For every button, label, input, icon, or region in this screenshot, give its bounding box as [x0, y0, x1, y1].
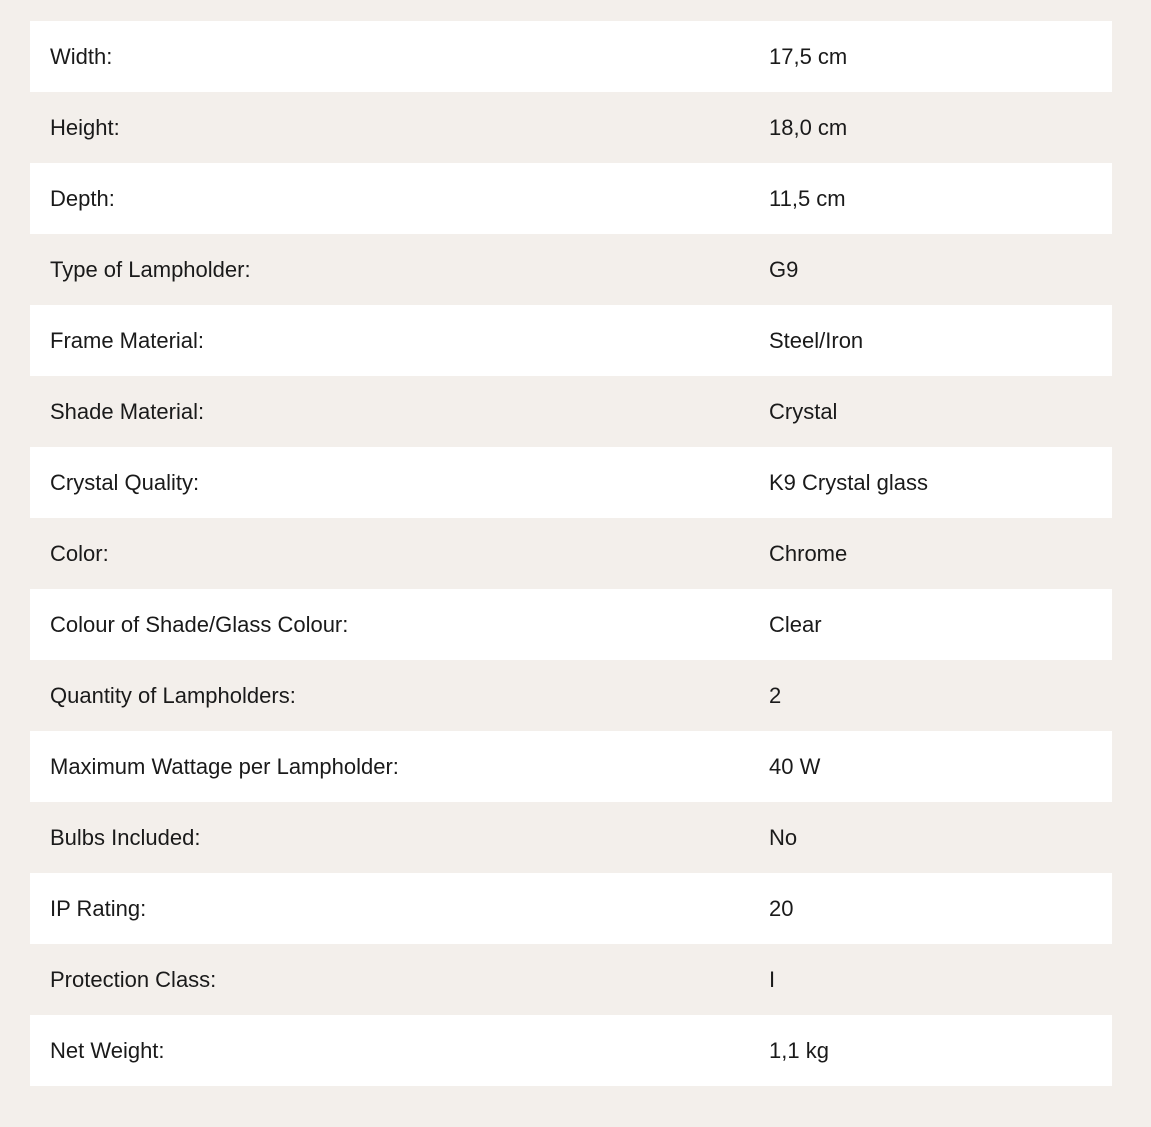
spec-label: Height:: [50, 114, 120, 140]
spec-label: Frame Material:: [50, 327, 205, 353]
spec-value: 17,5 cm: [769, 43, 848, 69]
spec-value: 11,5 cm: [769, 185, 846, 211]
spec-value: Chrome: [769, 540, 848, 566]
spec-row: [30, 518, 1112, 589]
spec-label: Shade Material:: [50, 398, 205, 424]
spec-value: K9 Crystal glass: [769, 469, 928, 495]
spec-row: [30, 163, 1112, 234]
spec-label: Colour of Shade/Glass Colour:: [50, 611, 349, 637]
spec-value: 18,0 cm: [769, 114, 848, 140]
spec-row: [30, 873, 1112, 944]
spec-row: [30, 234, 1112, 305]
spec-row: [30, 376, 1112, 447]
spec-value: 1,1 kg: [769, 1037, 829, 1063]
spec-value: Clear: [769, 611, 822, 637]
spec-label: Net Weight:: [50, 1037, 165, 1063]
spec-value: Crystal: [769, 398, 838, 424]
spec-row: [30, 305, 1112, 376]
spec-label: Maximum Wattage per Lampholder:: [50, 753, 399, 779]
spec-row: [30, 447, 1112, 518]
spec-label: Type of Lampholder:: [50, 256, 251, 282]
spec-label: Crystal Quality:: [50, 469, 200, 495]
spec-row: [30, 944, 1112, 1015]
spec-label: IP Rating:: [50, 895, 147, 921]
spec-row: [30, 589, 1112, 660]
spec-value: Steel/Iron: [769, 327, 864, 353]
spec-label: Quantity of Lampholders:: [50, 682, 296, 708]
spec-row: [30, 21, 1112, 92]
spec-value: G9: [769, 256, 799, 282]
spec-row: [30, 731, 1112, 802]
spec-value: 40 W: [769, 753, 821, 779]
spec-row: [30, 92, 1112, 163]
spec-row: [30, 802, 1112, 873]
spec-value: 20: [769, 895, 794, 921]
spec-value: No: [769, 824, 798, 850]
spec-label: Bulbs Included:: [50, 824, 201, 850]
spec-label: Width:: [50, 43, 113, 69]
spec-label: Depth:: [50, 185, 115, 211]
spec-value: I: [769, 966, 776, 992]
spec-label: Protection Class:: [50, 966, 217, 992]
spec-row: [30, 660, 1112, 731]
specifications-table: [30, 21, 1112, 1086]
spec-label: Color:: [50, 540, 109, 566]
spec-value: 2: [769, 682, 782, 708]
spec-row: [30, 1015, 1112, 1086]
